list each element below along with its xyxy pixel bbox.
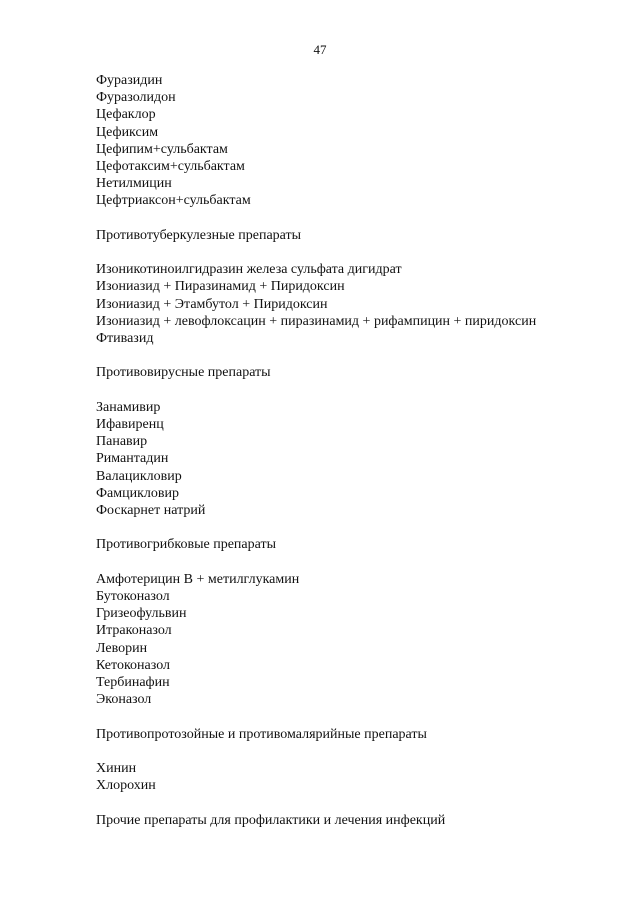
list-item: Изоникотиноилгидразин железа сульфата дигидрат xyxy=(96,262,402,278)
drug-list-antiviral xyxy=(96,399,616,519)
list-item: Изониазид + Этамбутол + Пиридоксин xyxy=(96,296,328,312)
list-item: Тербинафин xyxy=(96,675,170,691)
document-body xyxy=(96,72,616,829)
list-item: Фуразолидон xyxy=(96,90,176,106)
section-heading-antiviral: Противовирусные препараты xyxy=(96,365,271,381)
list-item: Эконазол xyxy=(96,692,152,708)
section-heading-antiprotozoal: Противопротозойные и противомалярийные препараты xyxy=(96,726,427,742)
list-item: Валацикловир xyxy=(96,468,182,484)
drug-list-continued xyxy=(96,72,616,210)
list-item: Фоскарнет натрий xyxy=(96,503,206,519)
drug-list-antiprotozoal xyxy=(96,760,616,794)
list-item: Фамцикловир xyxy=(96,485,180,501)
section-heading-antifungal: Противогрибковые препараты xyxy=(96,537,277,553)
list-item: Хинин xyxy=(96,761,137,776)
drug-list-antifungal xyxy=(96,571,616,709)
list-item: Цефаклор xyxy=(96,107,156,123)
drug-list-antituberculosis xyxy=(96,261,616,347)
list-item: Изониазид + Пиразинамид + Пиридоксин xyxy=(96,279,345,295)
list-item: Итраконазол xyxy=(96,623,172,639)
list-item: Римантадин xyxy=(96,451,169,467)
list-item: Кетоконазол xyxy=(96,657,170,673)
list-item: Леворин xyxy=(96,640,148,656)
list-item: Ифавиренц xyxy=(96,417,164,432)
list-item: Цефтриаксон+сульбактам xyxy=(96,193,251,209)
list-item: Изониазид + левофлоксацин + пиразинамид + рифампицин + пиридоксин xyxy=(96,313,537,329)
list-item: Амфотерицин В + метилглукамин xyxy=(96,571,300,587)
page-number: 47 xyxy=(313,42,327,57)
list-item: Фуразидин xyxy=(96,73,163,88)
section-heading-other-infection: Прочие препараты для профилактики и лечения инфекций xyxy=(96,812,446,828)
list-item: Гризеофульвин xyxy=(96,606,187,622)
list-item: Цефипим+сульбактам xyxy=(96,141,228,157)
list-item: Панавир xyxy=(96,434,148,450)
list-item: Хлорохин xyxy=(96,778,156,794)
section-heading-antituberculosis: Противотуберкулезные препараты xyxy=(96,227,302,243)
list-item: Занамивир xyxy=(96,399,161,415)
list-item: Фтивазид xyxy=(96,331,154,347)
list-item: Цефотаксим+сульбактам xyxy=(96,159,245,175)
list-item: Бутоконазол xyxy=(96,589,170,604)
list-item: Цефиксим xyxy=(96,124,159,140)
list-item: Нетилмицин xyxy=(96,176,172,192)
